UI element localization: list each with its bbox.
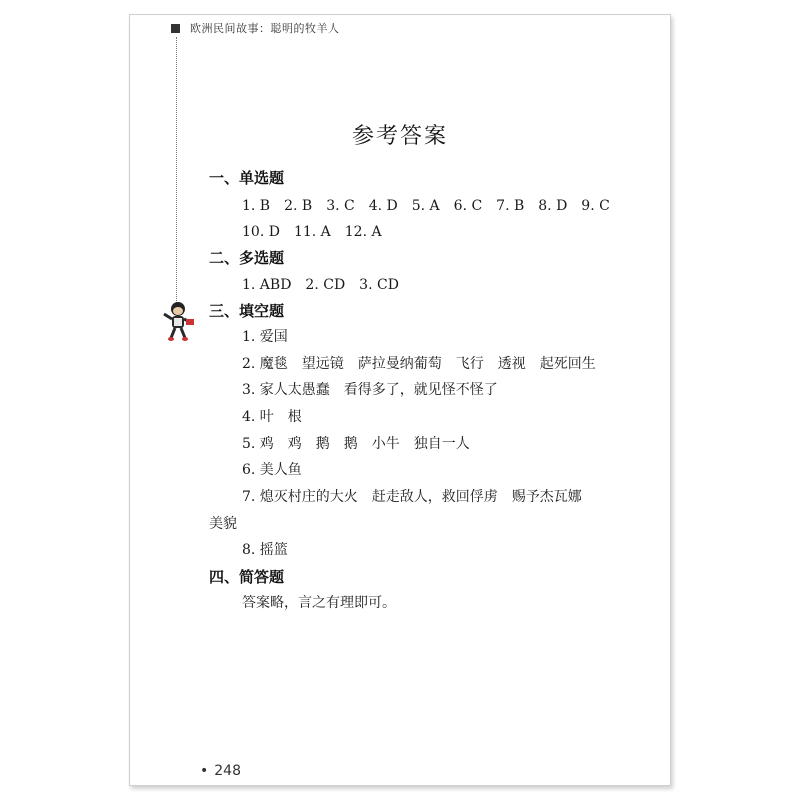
book-page [129,14,671,786]
section-heading-single-choice: 一、单选题 [209,169,285,187]
answer-line: 1. ABD 2. CD 3. CD [242,277,399,293]
answer-line: 3. 家人太愚蠢 看得多了，就见怪不怪了 [242,382,498,398]
bullet-dot-icon: • [200,763,209,779]
running-header: 欧洲民间故事：聪明的牧羊人 [190,22,340,35]
answer-line: 6. 美人鱼 [242,462,302,478]
answer-line: 5. 鸡 鸡 鹅 鹅 小牛 独自一人 [242,436,470,452]
answer-line: 1. B 2. B 3. C 4. D 5. A 6. C 7. B 8. D 9. C [242,198,610,214]
child-mascot-icon [160,300,196,344]
section-heading-short-answer: 四、简答题 [209,568,285,586]
section-heading-fill-in: 三、填空题 [209,302,285,320]
section-heading-multiple-choice: 二、多选题 [209,249,285,267]
answer-line: 答案略，言之有理即可。 [242,595,396,611]
answer-line: 8. 摇篮 [242,542,288,558]
answer-line: 4. 叶 根 [242,409,302,425]
answer-line-continuation: 美貌 [209,516,237,532]
answer-line: 2. 魔毯 望远镜 萨拉曼纳葡萄 飞行 透视 起死回生 [242,356,596,372]
answer-line: 10. D 11. A 12. A [242,224,382,240]
answer-line: 1. 爱国 [242,329,288,345]
page-number-value: 248 [214,763,241,779]
header-marker-square [171,24,180,33]
page-number [200,763,241,779]
side-dotted-line [176,37,177,305]
answer-line: 7. 熄灭村庄的大火 赶走敌人，救回俘虏 赐予杰瓦娜 [242,489,582,505]
page-title: 参考答案 [351,124,448,149]
